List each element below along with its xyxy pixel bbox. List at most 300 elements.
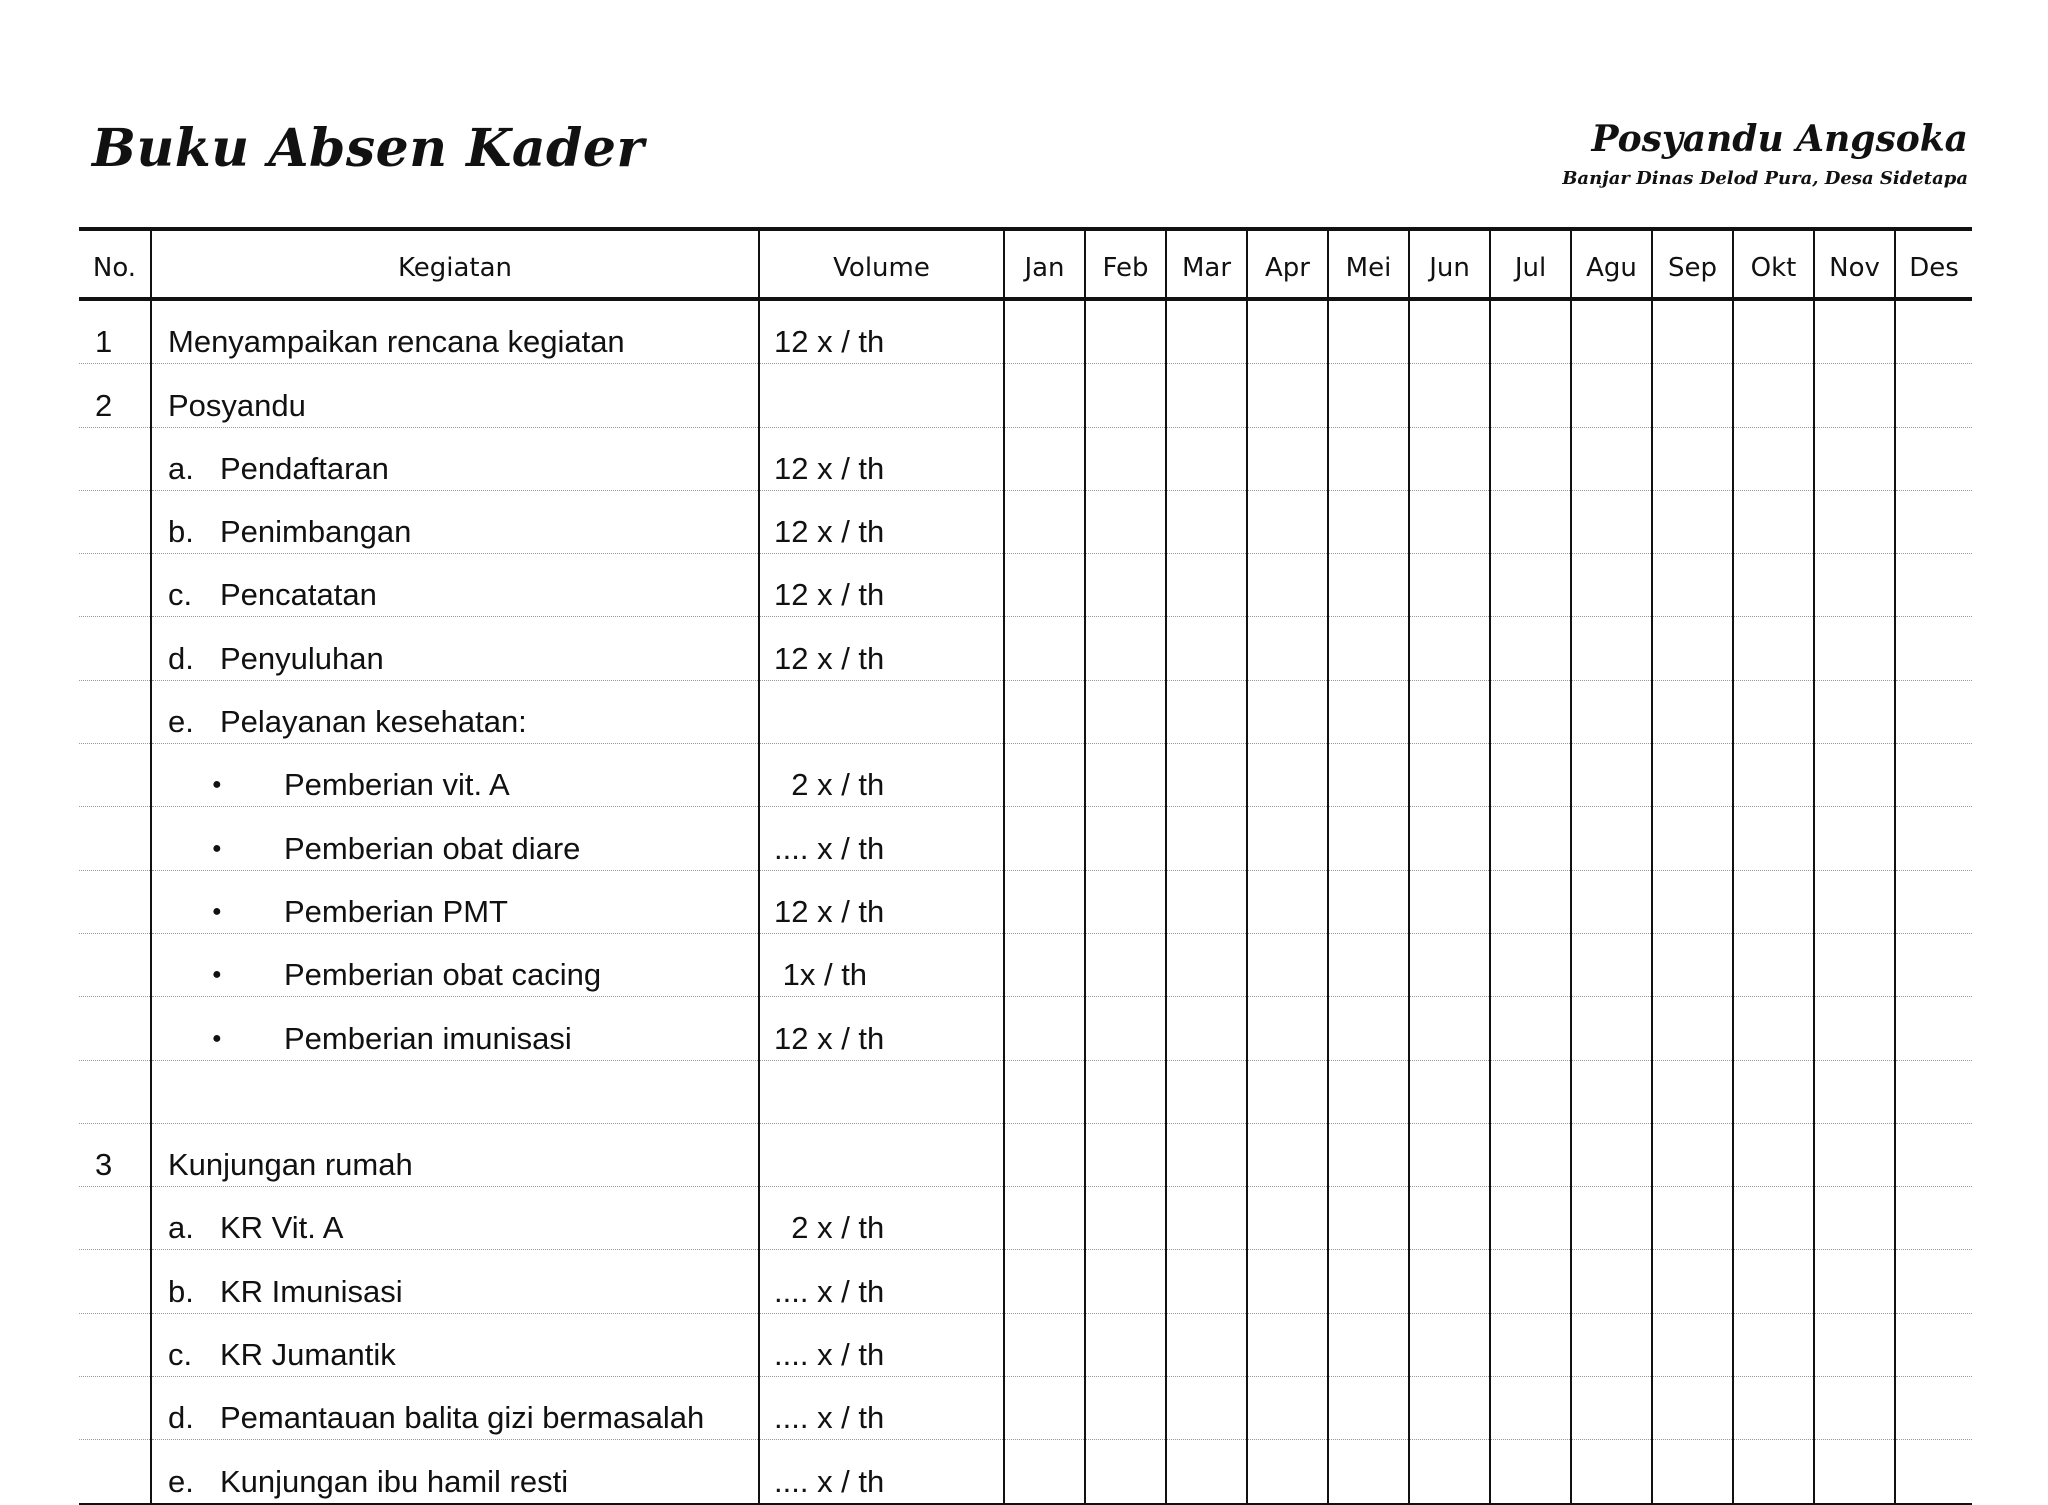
attendance-cell-jul[interactable] (1490, 807, 1571, 870)
volume-cell (759, 364, 1004, 427)
attendance-cell-apr[interactable] (1247, 997, 1328, 1060)
table-row (79, 364, 1972, 427)
attendance-cell-jul[interactable] (1490, 997, 1571, 1060)
attendance-cell-sep[interactable] (1652, 744, 1733, 807)
attendance-cell-jun[interactable] (1409, 299, 1490, 364)
attendance-cell-mar[interactable] (1166, 933, 1247, 996)
attendance-cell-jul[interactable] (1490, 617, 1571, 680)
row-number (79, 1313, 151, 1376)
attendance-cell-feb[interactable] (1085, 554, 1166, 617)
activity-cell (151, 1377, 759, 1440)
attendance-cell-mar[interactable] (1166, 490, 1247, 553)
attendance-cell-nov[interactable] (1814, 1377, 1895, 1440)
attendance-cell-jun[interactable] (1409, 680, 1490, 743)
attendance-cell-okt[interactable] (1733, 617, 1814, 680)
attendance-cell-nov[interactable] (1814, 299, 1895, 364)
activity-cell (151, 870, 759, 933)
attendance-cell-jan[interactable] (1004, 1313, 1085, 1376)
attendance-cell-mar[interactable] (1166, 1250, 1247, 1313)
attendance-cell-jan[interactable] (1004, 1060, 1085, 1123)
attendance-cell-des[interactable] (1895, 807, 1972, 870)
attendance-cell-sep[interactable] (1652, 933, 1733, 996)
attendance-cell-mei[interactable] (1328, 870, 1409, 933)
attendance-cell-apr[interactable] (1247, 364, 1328, 427)
attendance-cell-feb[interactable] (1085, 870, 1166, 933)
attendance-cell-feb[interactable] (1085, 364, 1166, 427)
attendance-cell-mei[interactable] (1328, 1440, 1409, 1504)
attendance-cell-mar[interactable] (1166, 680, 1247, 743)
attendance-cell-jun[interactable] (1409, 807, 1490, 870)
attendance-cell-jan[interactable] (1004, 997, 1085, 1060)
attendance-cell-mei[interactable] (1328, 617, 1409, 680)
attendance-cell-sep[interactable] (1652, 554, 1733, 617)
attendance-cell-okt[interactable] (1733, 1187, 1814, 1250)
attendance-cell-okt[interactable] (1733, 933, 1814, 996)
attendance-cell-des[interactable] (1895, 1250, 1972, 1313)
attendance-cell-apr[interactable] (1247, 1250, 1328, 1313)
attendance-cell-okt[interactable] (1733, 1250, 1814, 1313)
organization-address: Banjar Dinas Delod Pura, Desa Sidetapa (1562, 168, 1968, 189)
attendance-cell-mar[interactable] (1166, 427, 1247, 490)
attendance-cell-okt[interactable] (1733, 1377, 1814, 1440)
attendance-cell-apr[interactable] (1247, 1377, 1328, 1440)
attendance-cell-mei[interactable] (1328, 490, 1409, 553)
attendance-cell-jan[interactable] (1004, 1377, 1085, 1440)
row-number (79, 997, 151, 1060)
attendance-cell-okt[interactable] (1733, 299, 1814, 364)
attendance-cell-nov[interactable] (1814, 1060, 1895, 1123)
attendance-cell-des[interactable] (1895, 1440, 1972, 1504)
activity-label: Pemberian vit. A (284, 767, 510, 803)
attendance-cell-okt[interactable] (1733, 427, 1814, 490)
attendance-cell-mei[interactable] (1328, 680, 1409, 743)
attendance-cell-feb[interactable] (1085, 933, 1166, 996)
activity-label: Pemberian obat diare (284, 830, 581, 866)
activity-cell (151, 427, 759, 490)
attendance-cell-nov[interactable] (1814, 554, 1895, 617)
attendance-cell-mar[interactable] (1166, 1187, 1247, 1250)
attendance-cell-jul[interactable] (1490, 870, 1571, 933)
attendance-cell-sep[interactable] (1652, 1123, 1733, 1186)
attendance-cell-mar[interactable] (1166, 299, 1247, 364)
attendance-cell-nov[interactable] (1814, 1187, 1895, 1250)
attendance-cell-agu[interactable] (1571, 1060, 1652, 1123)
row-number (79, 744, 151, 807)
column-header-nov: Nov (1814, 229, 1895, 299)
attendance-cell-jul[interactable] (1490, 1123, 1571, 1186)
attendance-cell-apr[interactable] (1247, 1440, 1328, 1504)
attendance-cell-sep[interactable] (1652, 364, 1733, 427)
attendance-cell-sep[interactable] (1652, 427, 1733, 490)
attendance-cell-jun[interactable] (1409, 870, 1490, 933)
activity-label: Pemberian obat cacing (284, 957, 602, 993)
bullet-icon (168, 769, 284, 800)
table-row (79, 744, 1972, 807)
table-header (79, 229, 1972, 299)
attendance-cell-mei[interactable] (1328, 744, 1409, 807)
attendance-cell-jul[interactable] (1490, 1187, 1571, 1250)
attendance-cell-apr[interactable] (1247, 427, 1328, 490)
attendance-cell-des[interactable] (1895, 933, 1972, 996)
attendance-cell-des[interactable] (1895, 744, 1972, 807)
attendance-cell-jan[interactable] (1004, 490, 1085, 553)
attendance-cell-sep[interactable] (1652, 1377, 1733, 1440)
attendance-cell-nov[interactable] (1814, 490, 1895, 553)
attendance-cell-apr[interactable] (1247, 299, 1328, 364)
attendance-cell-mar[interactable] (1166, 617, 1247, 680)
attendance-cell-des[interactable] (1895, 1313, 1972, 1376)
attendance-cell-mar[interactable] (1166, 807, 1247, 870)
attendance-cell-nov[interactable] (1814, 427, 1895, 490)
attendance-cell-nov[interactable] (1814, 680, 1895, 743)
attendance-cell-jun[interactable] (1409, 364, 1490, 427)
attendance-cell-jan[interactable] (1004, 427, 1085, 490)
attendance-cell-sep[interactable] (1652, 617, 1733, 680)
attendance-cell-sep[interactable] (1652, 1060, 1733, 1123)
volume-cell: 12 x / th (759, 554, 1004, 617)
attendance-cell-sep[interactable] (1652, 870, 1733, 933)
attendance-cell-okt[interactable] (1733, 1440, 1814, 1504)
table-row (79, 1250, 1972, 1313)
attendance-cell-okt[interactable] (1733, 1123, 1814, 1186)
activity-cell (151, 299, 759, 364)
attendance-cell-mei[interactable] (1328, 427, 1409, 490)
attendance-cell-jul[interactable] (1490, 1060, 1571, 1123)
volume-cell: .... x / th (759, 1313, 1004, 1376)
attendance-cell-jul[interactable] (1490, 1377, 1571, 1440)
attendance-cell-jun[interactable] (1409, 554, 1490, 617)
attendance-cell-nov[interactable] (1814, 744, 1895, 807)
attendance-cell-apr[interactable] (1247, 744, 1328, 807)
attendance-cell-mei[interactable] (1328, 299, 1409, 364)
attendance-cell-mei[interactable] (1328, 933, 1409, 996)
attendance-cell-sep[interactable] (1652, 490, 1733, 553)
attendance-cell-agu[interactable] (1571, 997, 1652, 1060)
attendance-cell-okt[interactable] (1733, 870, 1814, 933)
column-header-des: Des (1895, 229, 1972, 299)
attendance-cell-mar[interactable] (1166, 1313, 1247, 1376)
attendance-cell-sep[interactable] (1652, 1313, 1733, 1376)
attendance-cell-des[interactable] (1895, 870, 1972, 933)
table-row (79, 1123, 1972, 1186)
attendance-cell-jun[interactable] (1409, 427, 1490, 490)
attendance-cell-okt[interactable] (1733, 1313, 1814, 1376)
table-row (79, 933, 1972, 996)
attendance-cell-nov[interactable] (1814, 617, 1895, 680)
row-number (79, 807, 151, 870)
attendance-cell-feb[interactable] (1085, 1250, 1166, 1313)
attendance-cell-jul[interactable] (1490, 1250, 1571, 1313)
attendance-cell-agu[interactable] (1571, 933, 1652, 996)
attendance-cell-feb[interactable] (1085, 1187, 1166, 1250)
attendance-cell-jan[interactable] (1004, 1250, 1085, 1313)
attendance-cell-nov[interactable] (1814, 870, 1895, 933)
volume-cell (759, 1123, 1004, 1186)
attendance-cell-agu[interactable] (1571, 1123, 1652, 1186)
attendance-cell-apr[interactable] (1247, 617, 1328, 680)
attendance-cell-jan[interactable] (1004, 299, 1085, 364)
attendance-cell-mei[interactable] (1328, 1060, 1409, 1123)
attendance-cell-mar[interactable] (1166, 1123, 1247, 1186)
column-header-agu: Agu (1571, 229, 1652, 299)
attendance-cell-des[interactable] (1895, 299, 1972, 364)
attendance-cell-mar[interactable] (1166, 870, 1247, 933)
attendance-cell-mei[interactable] (1328, 364, 1409, 427)
list-marker: c. (168, 577, 193, 613)
attendance-cell-apr[interactable] (1247, 1313, 1328, 1376)
attendance-cell-jun[interactable] (1409, 490, 1490, 553)
attendance-cell-okt[interactable] (1733, 1060, 1814, 1123)
attendance-cell-nov[interactable] (1814, 933, 1895, 996)
activity-label: Pendaftaran (220, 450, 389, 486)
attendance-cell-jan[interactable] (1004, 364, 1085, 427)
attendance-cell-okt[interactable] (1733, 997, 1814, 1060)
attendance-cell-jul[interactable] (1490, 299, 1571, 364)
attendance-cell-jan[interactable] (1004, 1187, 1085, 1250)
attendance-cell-sep[interactable] (1652, 1250, 1733, 1313)
column-header-sep: Sep (1652, 229, 1733, 299)
list-marker: a. (168, 1210, 194, 1246)
attendance-cell-jan[interactable] (1004, 1440, 1085, 1504)
attendance-cell-feb[interactable] (1085, 680, 1166, 743)
attendance-cell-nov[interactable] (1814, 807, 1895, 870)
attendance-cell-sep[interactable] (1652, 1440, 1733, 1504)
attendance-cell-jun[interactable] (1409, 1313, 1490, 1376)
attendance-cell-agu[interactable] (1571, 617, 1652, 680)
attendance-cell-des[interactable] (1895, 1377, 1972, 1440)
attendance-cell-mei[interactable] (1328, 997, 1409, 1060)
row-number: 3 (79, 1123, 151, 1186)
activity-label: Kunjungan ibu hamil resti (220, 1463, 569, 1499)
attendance-cell-nov[interactable] (1814, 364, 1895, 427)
attendance-cell-agu[interactable] (1571, 299, 1652, 364)
attendance-cell-okt[interactable] (1733, 680, 1814, 743)
attendance-cell-sep[interactable] (1652, 299, 1733, 364)
attendance-cell-agu[interactable] (1571, 744, 1652, 807)
attendance-cell-sep[interactable] (1652, 807, 1733, 870)
attendance-cell-jul[interactable] (1490, 680, 1571, 743)
attendance-cell-mei[interactable] (1328, 1377, 1409, 1440)
attendance-cell-jul[interactable] (1490, 364, 1571, 427)
attendance-cell-sep[interactable] (1652, 680, 1733, 743)
table-row (79, 1377, 1972, 1440)
attendance-cell-feb[interactable] (1085, 1440, 1166, 1504)
activity-label: Pemberian PMT (284, 893, 508, 929)
attendance-cell-apr[interactable] (1247, 1123, 1328, 1186)
attendance-cell-des[interactable] (1895, 1187, 1972, 1250)
attendance-cell-agu[interactable] (1571, 807, 1652, 870)
attendance-cell-feb[interactable] (1085, 1377, 1166, 1440)
attendance-cell-nov[interactable] (1814, 1250, 1895, 1313)
bullet-icon (168, 959, 284, 990)
attendance-cell-apr[interactable] (1247, 1187, 1328, 1250)
attendance-cell-des[interactable] (1895, 997, 1972, 1060)
attendance-cell-mar[interactable] (1166, 1440, 1247, 1504)
activity-cell (151, 554, 759, 617)
column-header-jun: Jun (1409, 229, 1490, 299)
attendance-cell-apr[interactable] (1247, 933, 1328, 996)
attendance-cell-jan[interactable] (1004, 680, 1085, 743)
attendance-cell-jan[interactable] (1004, 554, 1085, 617)
volume-cell: 12 x / th (759, 299, 1004, 364)
attendance-cell-apr[interactable] (1247, 807, 1328, 870)
attendance-cell-des[interactable] (1895, 427, 1972, 490)
row-number (79, 1377, 151, 1440)
column-header-volume: Volume (759, 229, 1004, 299)
attendance-cell-des[interactable] (1895, 1123, 1972, 1186)
attendance-cell-apr[interactable] (1247, 1060, 1328, 1123)
attendance-cell-des[interactable] (1895, 680, 1972, 743)
bullet-icon (168, 896, 284, 927)
attendance-cell-jun[interactable] (1409, 1250, 1490, 1313)
table-row (79, 1187, 1972, 1250)
attendance-cell-mei[interactable] (1328, 1250, 1409, 1313)
list-marker: e. (168, 704, 194, 740)
row-number (79, 1187, 151, 1250)
attendance-cell-jun[interactable] (1409, 997, 1490, 1060)
attendance-cell-agu[interactable] (1571, 427, 1652, 490)
attendance-table (79, 227, 1972, 1505)
attendance-cell-feb[interactable] (1085, 997, 1166, 1060)
attendance-cell-jan[interactable] (1004, 617, 1085, 680)
attendance-cell-okt[interactable] (1733, 364, 1814, 427)
attendance-cell-nov[interactable] (1814, 1123, 1895, 1186)
volume-cell: .... x / th (759, 1440, 1004, 1504)
attendance-cell-feb[interactable] (1085, 299, 1166, 364)
attendance-cell-feb[interactable] (1085, 744, 1166, 807)
list-marker: e. (168, 1463, 194, 1499)
attendance-cell-jun[interactable] (1409, 1060, 1490, 1123)
attendance-cell-jul[interactable] (1490, 744, 1571, 807)
attendance-cell-mei[interactable] (1328, 554, 1409, 617)
attendance-cell-des[interactable] (1895, 490, 1972, 553)
attendance-cell-okt[interactable] (1733, 744, 1814, 807)
activity-label: Posyandu (168, 387, 306, 423)
attendance-cell-des[interactable] (1895, 364, 1972, 427)
attendance-cell-jul[interactable] (1490, 554, 1571, 617)
table-row (79, 1440, 1972, 1504)
attendance-cell-mar[interactable] (1166, 997, 1247, 1060)
attendance-cell-agu[interactable] (1571, 554, 1652, 617)
activity-label: Menyampaikan rencana kegiatan (168, 324, 625, 360)
attendance-cell-feb[interactable] (1085, 617, 1166, 680)
row-number (79, 1250, 151, 1313)
attendance-cell-mar[interactable] (1166, 1060, 1247, 1123)
attendance-cell-jan[interactable] (1004, 870, 1085, 933)
attendance-cell-jun[interactable] (1409, 1377, 1490, 1440)
attendance-cell-jan[interactable] (1004, 807, 1085, 870)
attendance-cell-agu[interactable] (1571, 490, 1652, 553)
attendance-cell-okt[interactable] (1733, 490, 1814, 553)
attendance-cell-agu[interactable] (1571, 870, 1652, 933)
activity-cell (151, 617, 759, 680)
attendance-cell-feb[interactable] (1085, 427, 1166, 490)
attendance-cell-des[interactable] (1895, 617, 1972, 680)
attendance-cell-feb[interactable] (1085, 490, 1166, 553)
attendance-cell-des[interactable] (1895, 554, 1972, 617)
attendance-cell-jun[interactable] (1409, 744, 1490, 807)
attendance-cell-okt[interactable] (1733, 807, 1814, 870)
attendance-cell-jul[interactable] (1490, 1313, 1571, 1376)
attendance-cell-mar[interactable] (1166, 364, 1247, 427)
attendance-cell-jul[interactable] (1490, 427, 1571, 490)
attendance-cell-feb[interactable] (1085, 1313, 1166, 1376)
attendance-cell-jan[interactable] (1004, 933, 1085, 996)
attendance-cell-agu[interactable] (1571, 1377, 1652, 1440)
attendance-cell-agu[interactable] (1571, 364, 1652, 427)
attendance-cell-jun[interactable] (1409, 1440, 1490, 1504)
table-row (79, 1060, 1972, 1123)
table-body (79, 299, 1972, 1504)
attendance-cell-agu[interactable] (1571, 1440, 1652, 1504)
row-number (79, 680, 151, 743)
attendance-cell-mar[interactable] (1166, 554, 1247, 617)
attendance-cell-mei[interactable] (1328, 1187, 1409, 1250)
table-row (79, 997, 1972, 1060)
attendance-cell-jan[interactable] (1004, 1123, 1085, 1186)
attendance-cell-jul[interactable] (1490, 490, 1571, 553)
attendance-cell-jun[interactable] (1409, 1123, 1490, 1186)
volume-cell: 12 x / th (759, 490, 1004, 553)
attendance-cell-feb[interactable] (1085, 1060, 1166, 1123)
attendance-cell-mei[interactable] (1328, 1313, 1409, 1376)
activity-label: KR Jumantik (220, 1337, 396, 1373)
attendance-cell-sep[interactable] (1652, 997, 1733, 1060)
row-number (79, 870, 151, 933)
activity-cell (151, 364, 759, 427)
volume-cell (759, 680, 1004, 743)
attendance-cell-jun[interactable] (1409, 617, 1490, 680)
attendance-cell-mar[interactable] (1166, 1377, 1247, 1440)
activity-label: Penimbangan (220, 514, 412, 550)
attendance-cell-nov[interactable] (1814, 1313, 1895, 1376)
attendance-cell-agu[interactable] (1571, 1187, 1652, 1250)
row-number (79, 554, 151, 617)
table-row (79, 299, 1972, 364)
attendance-cell-agu[interactable] (1571, 1313, 1652, 1376)
attendance-cell-feb[interactable] (1085, 1123, 1166, 1186)
volume-cell (759, 1060, 1004, 1123)
attendance-cell-jul[interactable] (1490, 933, 1571, 996)
attendance-cell-jun[interactable] (1409, 1187, 1490, 1250)
attendance-cell-apr[interactable] (1247, 680, 1328, 743)
attendance-cell-apr[interactable] (1247, 490, 1328, 553)
attendance-cell-feb[interactable] (1085, 807, 1166, 870)
attendance-cell-nov[interactable] (1814, 997, 1895, 1060)
volume-cell: 2 x / th (759, 744, 1004, 807)
column-header-no: No. (79, 229, 151, 299)
attendance-cell-des[interactable] (1895, 1060, 1972, 1123)
table-row (79, 617, 1972, 680)
attendance-cell-apr[interactable] (1247, 554, 1328, 617)
attendance-cell-jan[interactable] (1004, 744, 1085, 807)
attendance-cell-mei[interactable] (1328, 1123, 1409, 1186)
list-marker: b. (168, 514, 194, 550)
attendance-cell-agu[interactable] (1571, 1250, 1652, 1313)
attendance-cell-nov[interactable] (1814, 1440, 1895, 1504)
attendance-cell-apr[interactable] (1247, 870, 1328, 933)
row-number (79, 490, 151, 553)
attendance-cell-jul[interactable] (1490, 1440, 1571, 1504)
attendance-cell-okt[interactable] (1733, 554, 1814, 617)
attendance-cell-mei[interactable] (1328, 807, 1409, 870)
attendance-cell-mar[interactable] (1166, 744, 1247, 807)
bullet-icon (168, 1023, 284, 1054)
organization-block (1562, 118, 1968, 189)
attendance-cell-agu[interactable] (1571, 680, 1652, 743)
attendance-cell-jun[interactable] (1409, 933, 1490, 996)
attendance-cell-sep[interactable] (1652, 1187, 1733, 1250)
